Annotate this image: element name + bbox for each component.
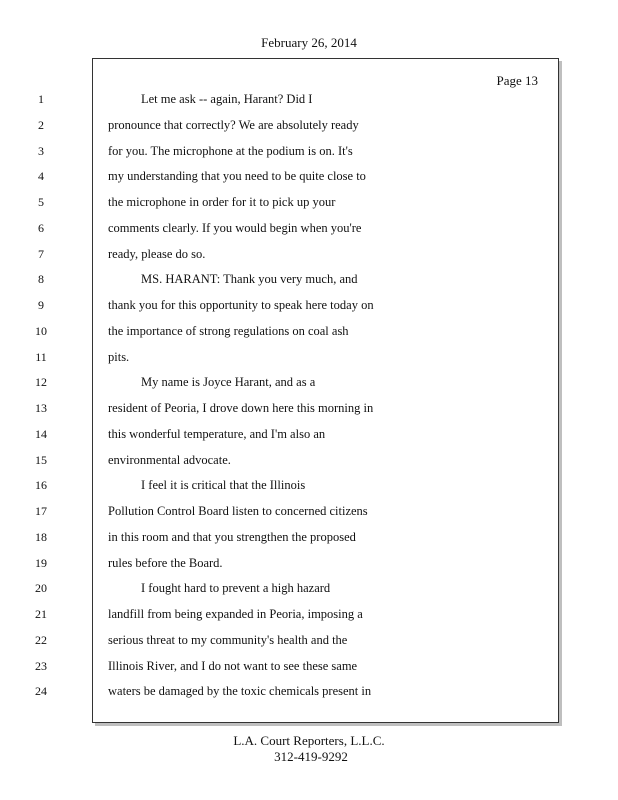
line-number-label: 14 — [35, 426, 47, 441]
line-number — [0, 525, 80, 551]
transcript-line: My name is Joyce Harant, and as a — [141, 375, 316, 390]
line-number-label: 24 — [35, 684, 47, 699]
line-number — [0, 242, 80, 268]
line-number — [0, 139, 80, 165]
transcript-line: comments clearly. If you would begin when you're — [108, 220, 362, 235]
line-number-label: 10 — [35, 323, 47, 338]
line-number-label: 22 — [35, 632, 47, 647]
court-reporter-name: L.A. Court Reporters, L.L.C. — [233, 733, 385, 748]
line-number-label: 17 — [35, 504, 47, 518]
transcript-line: for you. The microphone at the podium is on. It's — [108, 143, 353, 158]
line-number-label: 16 — [35, 478, 47, 493]
transcript-line: MS. HARANT: Thank you very much, and — [141, 272, 358, 287]
line-number-label: 7 — [38, 246, 44, 261]
line-number-label: 1 — [38, 92, 44, 106]
line-number — [0, 602, 80, 628]
transcript-date: February 26, 2014 — [261, 35, 357, 50]
line-number-label: 21 — [35, 607, 47, 621]
line-number-label: 5 — [38, 195, 44, 209]
line-number — [0, 628, 80, 654]
line-number — [0, 319, 80, 345]
line-number — [0, 422, 80, 448]
transcript-line: my understanding that you need to be quite close to — [108, 169, 366, 184]
line-number — [0, 216, 80, 242]
transcript-line: environmental advocate. — [108, 452, 231, 467]
line-number-label: 2 — [38, 117, 44, 132]
line-number-label: 15 — [35, 452, 47, 467]
line-number-label: 18 — [35, 529, 47, 544]
line-number-label: 20 — [35, 581, 47, 596]
transcript-line: I fought hard to prevent a high hazard — [141, 581, 331, 596]
line-number-label: 13 — [35, 401, 47, 415]
transcript-line: thank you for this opportunity to speak here today on — [108, 298, 374, 312]
transcript-line: serious threat to my community's health and the — [108, 632, 348, 647]
line-number — [0, 499, 80, 525]
line-number — [0, 293, 80, 319]
line-number — [0, 576, 80, 602]
transcript-line: landfill from being expanded in Peoria, imposing a — [108, 607, 363, 621]
line-number — [0, 190, 80, 216]
transcript-line: Illinois River, and I do not want to see these same — [108, 658, 358, 673]
line-number — [0, 345, 80, 371]
page-number: Page 13 — [496, 73, 538, 88]
line-number — [0, 654, 80, 680]
line-number-label: 19 — [35, 555, 47, 570]
line-number-label: 9 — [38, 298, 44, 312]
line-number — [0, 113, 80, 139]
line-number — [0, 267, 80, 293]
line-number — [0, 87, 80, 113]
transcript-line: the importance of strong regulations on coal ash — [108, 323, 349, 338]
line-number-label: 6 — [38, 220, 44, 235]
line-number-label: 8 — [38, 272, 44, 287]
line-number — [0, 396, 80, 422]
transcript-line: Pollution Control Board listen to concerned citizens — [108, 504, 368, 518]
line-number-label: 11 — [35, 349, 47, 364]
transcript-line: this wonderful temperature, and I'm also an — [108, 426, 326, 441]
line-number-column — [0, 87, 80, 705]
transcript-line: ready, please do so. — [108, 246, 206, 261]
line-number-label: 12 — [35, 375, 47, 390]
transcript-line: pits. — [108, 349, 130, 364]
transcript-line: the microphone in order for it to pick up your — [108, 195, 336, 209]
line-number-label: 23 — [35, 658, 47, 673]
line-number — [0, 370, 80, 396]
court-reporter-phone: 312-419-9292 — [274, 749, 348, 764]
transcript-line: pronounce that correctly? We are absolutely ready — [108, 117, 359, 132]
transcript-line: I feel it is critical that the Illinois — [141, 478, 306, 493]
line-number — [0, 164, 80, 190]
transcript-line: in this room and that you strengthen the proposed — [108, 529, 356, 544]
line-number — [0, 679, 80, 705]
line-number-label: 3 — [38, 143, 44, 158]
line-number — [0, 448, 80, 474]
transcript-line: Let me ask -- again, Harant? Did I — [141, 92, 313, 106]
transcript-text — [108, 87, 548, 705]
line-number — [0, 473, 80, 499]
line-number-label: 4 — [38, 169, 44, 184]
transcript-line: rules before the Board. — [108, 555, 223, 570]
transcript-line: resident of Peoria, I drove down here this morning in — [108, 401, 374, 415]
line-number — [0, 551, 80, 577]
transcript-line: waters be damaged by the toxic chemicals present in — [108, 684, 372, 699]
